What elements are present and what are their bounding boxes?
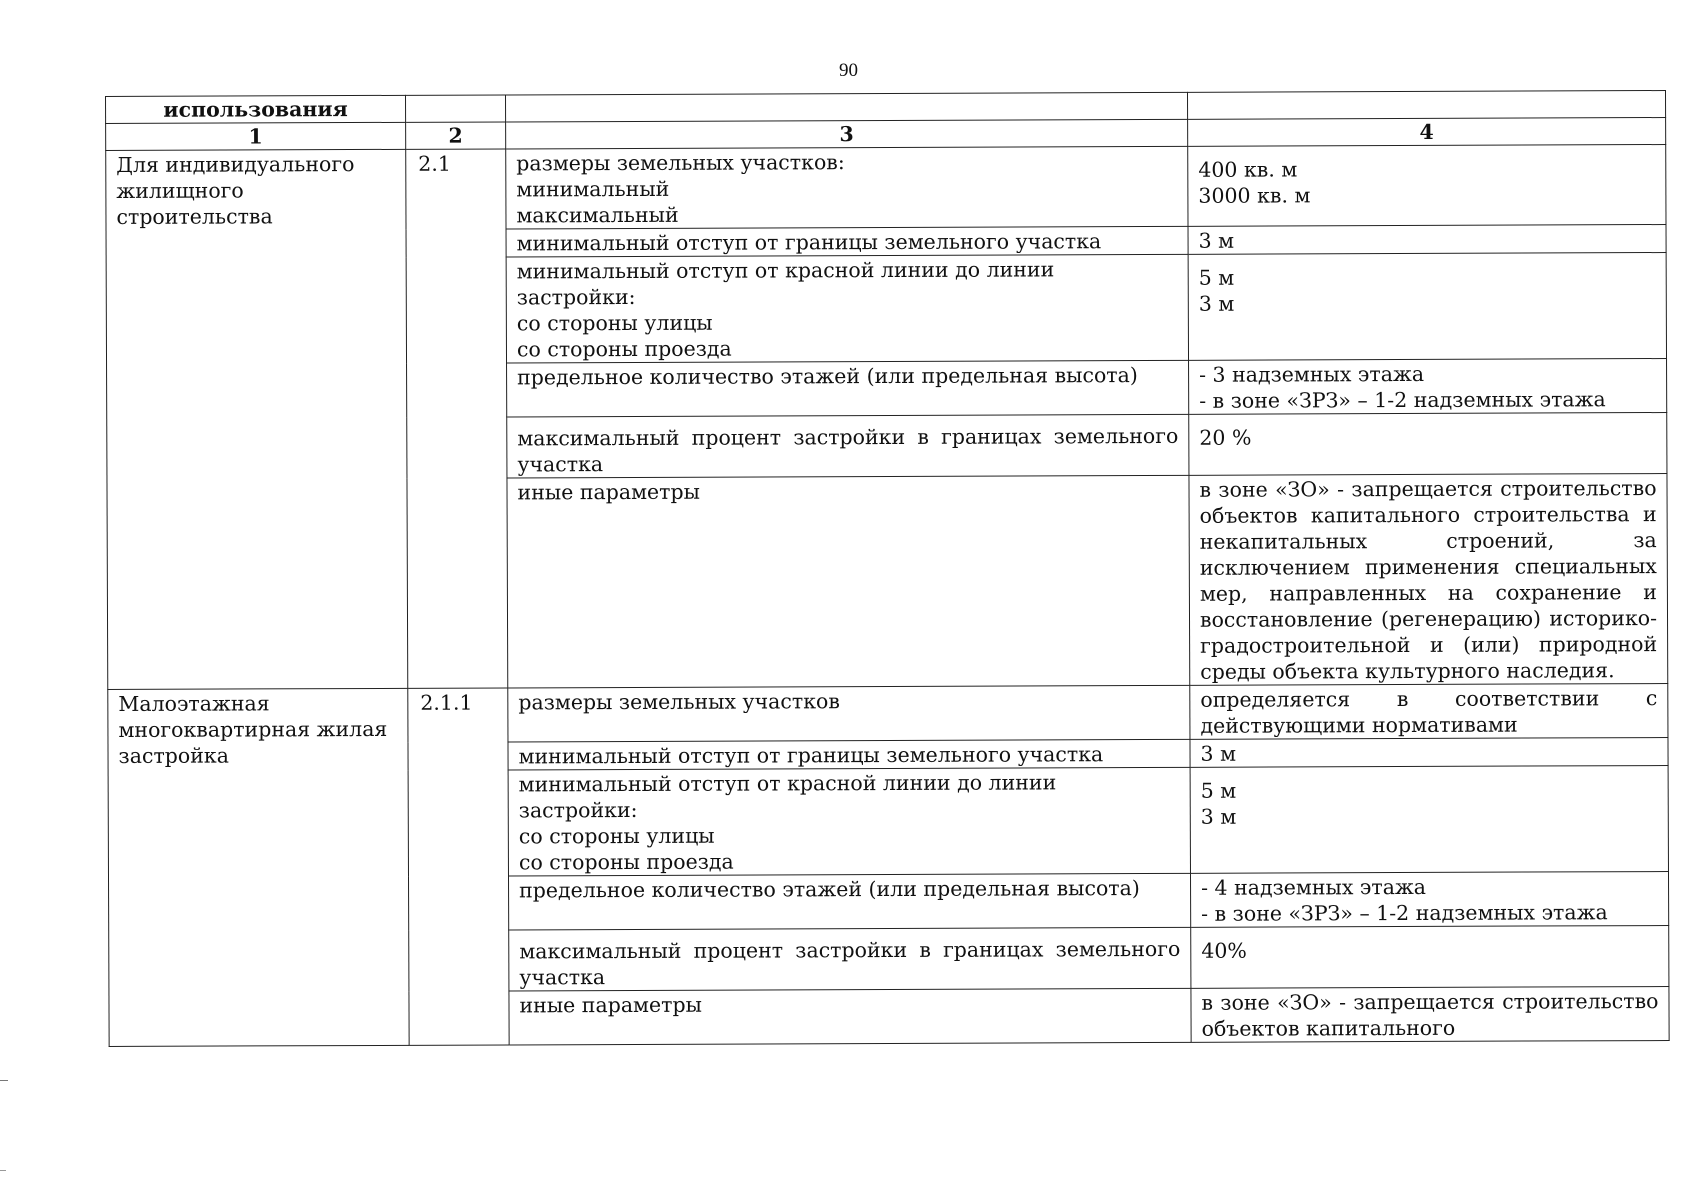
land-use-code-cell <box>406 149 508 688</box>
param-label-cell <box>509 988 1191 1045</box>
param-label-line: минимальный отступ от красной линии до линии застройки: <box>518 770 1057 823</box>
land-use-name-cell <box>106 149 408 689</box>
param-value-line: 3 м <box>1200 804 1237 829</box>
param-value-cell <box>1189 413 1667 476</box>
param-label-line: со стороны улицы <box>516 310 713 336</box>
param-label-line: минимальный отступ от границы земельного участка <box>516 229 1102 256</box>
land-use-name-cell <box>108 688 409 1046</box>
header-col-number-3: 3 <box>506 119 1188 149</box>
param-value-line: 3 м <box>1198 228 1235 253</box>
param-label-cell <box>508 739 1190 770</box>
land-use-code: 2.1.1 <box>420 690 473 715</box>
param-value-line: 40% <box>1201 938 1247 963</box>
param-value-cell <box>1188 145 1666 227</box>
param-label-line: размеры земельных участков: <box>516 150 845 176</box>
param-value-cell <box>1190 872 1668 928</box>
param-label-line: со стороны проезда <box>516 336 732 362</box>
param-value-cell <box>1191 987 1669 1043</box>
param-value-line: 5 м <box>1200 778 1237 803</box>
param-value-line: 3000 кв. м <box>1198 183 1311 208</box>
param-label-line: предельное количество этажей (или предельная высота) <box>519 876 1140 903</box>
param-label-line: минимальный отступ от красной линии до линии застройки: <box>516 257 1055 310</box>
header-col-number-1: 1 <box>106 122 406 150</box>
param-value-cell <box>1189 359 1667 415</box>
table-row <box>106 145 1666 231</box>
scan-margin-mark <box>0 1170 6 1171</box>
regulations-table-wrapper <box>105 90 1669 1047</box>
param-value-cell <box>1188 225 1666 255</box>
param-label-line: минимальный отступ от границы земельного участка <box>518 742 1104 769</box>
land-use-name: Для индивидуального жилищного строительства <box>116 152 355 229</box>
param-value-line: 400 кв. м <box>1198 157 1298 182</box>
param-label-cell <box>508 873 1190 930</box>
scan-margin-mark <box>0 1080 8 1081</box>
param-value-line: - 4 надземных этажа <box>1201 874 1427 900</box>
param-label-line: со стороны проезда <box>518 849 734 875</box>
regulations-table <box>105 90 1670 1047</box>
param-value-line: 3 м <box>1200 741 1237 766</box>
param-label-cell <box>506 226 1188 257</box>
param-value-cell <box>1188 253 1666 361</box>
param-value-cell <box>1190 738 1668 768</box>
land-use-name: Малоэтажная многоквартирная жилая застройка <box>118 691 388 768</box>
param-label-cell <box>506 254 1188 363</box>
param-label-line: иные параметры <box>519 992 702 1018</box>
param-value-cell <box>1189 474 1668 686</box>
header-col-number-2: 2 <box>406 122 506 149</box>
param-label-line: минимальный <box>516 176 670 202</box>
param-label-cell <box>508 767 1190 876</box>
param-value-line: 5 м <box>1198 265 1235 290</box>
param-value-text: в зоне «ЗО» - запрещается строительство объектов капитального <box>1201 989 1659 1041</box>
param-label-line: со стороны улицы <box>518 823 715 849</box>
header-col4-blank <box>1187 91 1665 120</box>
param-value-line: 20 % <box>1199 425 1252 450</box>
param-value-cell <box>1190 684 1668 740</box>
param-value-line: - в зоне «ЗРЗ» – 1-2 надземных этажа <box>1201 900 1608 926</box>
param-label-text: максимальный процент застройки в границах земельного участка <box>519 936 1181 990</box>
param-value-line: - в зоне «ЗРЗ» – 1-2 надземных этажа <box>1199 387 1606 413</box>
header-col3-blank <box>505 92 1187 122</box>
param-value-line: - 3 надземных этажа <box>1199 361 1425 387</box>
param-value-line: 3 м <box>1198 291 1235 316</box>
param-label-text: максимальный процент застройки в границах земельного участка <box>517 423 1179 477</box>
header-col-number-4: 4 <box>1188 118 1666 147</box>
param-label-line: предельное количество этажей (или предельная высота) <box>517 363 1138 390</box>
param-label-cell <box>507 360 1189 417</box>
param-value-cell <box>1191 926 1669 989</box>
param-value-text: в зоне «ЗО» - запрещается строительство объектов капитального строительства и некапитальных строений, за исключением применения специальных мер, направленных на сохранение и восстановление (регенерацию) историко-градостроительной и (или) природной среды объекта культурного наследия. <box>1199 476 1658 684</box>
land-use-code-cell <box>408 688 509 1045</box>
param-value-cell <box>1190 766 1668 874</box>
param-label-cell <box>508 685 1190 742</box>
param-label-cell <box>507 414 1189 478</box>
param-label-line: иные параметры <box>517 479 700 505</box>
land-use-code: 2.1 <box>418 151 451 176</box>
param-label-cell <box>507 475 1190 688</box>
param-label-line: максимальный <box>516 202 679 228</box>
param-label-line: размеры земельных участков <box>518 689 840 715</box>
header-col1-text: использования <box>106 95 406 123</box>
table-row <box>108 684 1668 744</box>
param-label-cell <box>509 927 1191 991</box>
param-label-cell <box>506 146 1188 229</box>
param-value-text: определяется в соответствии с действующими нормативами <box>1200 686 1658 738</box>
page-number: 90 <box>839 60 858 81</box>
header-col2-blank <box>405 95 505 122</box>
